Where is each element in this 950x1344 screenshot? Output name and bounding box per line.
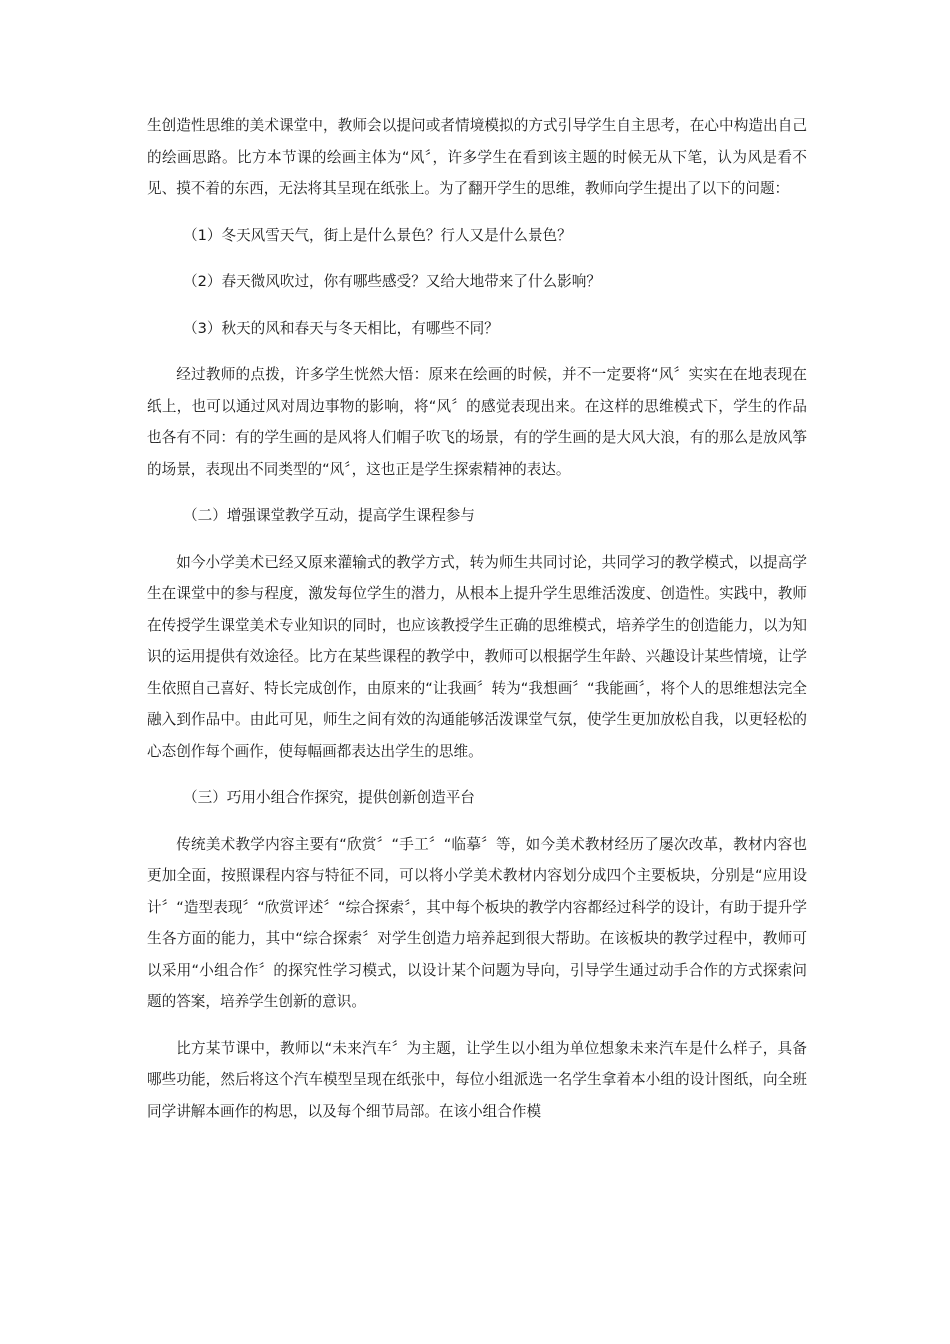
question-1: （1）冬天风雪天气，街上是什么景色？行人又是什么景色？ — [183, 226, 572, 244]
paragraph-group-cooperation: 传统美术教学内容主要有“欣赏〞“手工〞“临摹〞等，如今美术教材经历了屡次改革，教材内容也更加全面，按照课程内容与特征不同，可以将小学美术教材内容划分成四个主要板块，分别是“应用设计〞“造型表现〞“欣赏评述〞“综合探索〞，其中每个板块的教学内容都经过科学的设计，有助于提升学生各方面的能力，其中“综合探索〞对学生创造力培养起到很大帮助。在该板块的教学过程中，教师可以采用“小组合作〞的探究性学习模式，以设计某个问题为导向，引导学生通过动手合作的方式探索问题的答案，培养学生创新的意识。 — [147, 835, 807, 1010]
document-page — [147, 110, 807, 1142]
question-2: （2）春天微风吹过，你有哪些感受？又给大地带来了什么影响？ — [183, 273, 601, 290]
paragraph-teacher-guidance: 经过教师的点拨，许多学生恍然大悟：原来在绘画的时候，并不一定要将“风〞实实在在地表现在纸上，也可以通过风对周边事物的影响，将“风〞的感觉表现出来。在这样的思维模式下，学生的作品也各有不同：有的学生画的是风将人们帽子吹飞的场景，有的学生画的是大风大浪，有的那么是放风筝的场景，表现出不同类型的“风〞，这也正是学生探索精神的表达。 — [147, 366, 807, 478]
paragraph-future-car-example: 比方某节课中，教师以“未来汽车〞为主题，让学生以小组为单位想象未来汽车是什么样子，具备哪些功能，然后将这个汽车模型呈现在纸张中，每位小组派选一名学生拿着本小组的设计图纸，向全班同学讲解本画作的构思，以及每个细节局部。在该小组合作模 — [147, 1039, 807, 1120]
section-heading-2: （二）增强课堂教学互动，提高学生课程参与 — [183, 507, 475, 524]
question-3: （3）秋天的风和春天与冬天相比，有哪些不同？ — [183, 319, 499, 337]
paragraph-classroom-interaction: 如今小学美术已经又原来灌输式的教学方式，转为师生共同讨论，共同学习的教学模式，以提高学生在课堂中的参与程度，激发每位学生的潜力，从根本上提升学生思维活泼度、创造性。实践中，教师在传授学生课堂美术专业知识的同时，也应该教授学生正确的思维模式，培养学生的创造能力，以为知识的运用提供有效途径。比方在某些课程的教学中，教师可以根据学生年龄、兴趣设计某些情境，让学生依照自己喜好、特长完成创作，由原来的“让我画〞转为“我想画〞“我能画〞，将个人的思维想法完全融入到作品中。由此可见，师生之间有效的沟通能够活泼课堂气氛，使学生更加放松自我，以更轻松的心态创作每个画作，使每幅画都表达出学生的思维。 — [147, 553, 807, 760]
paragraph-intro-continuation: 生创造性思维的美术课堂中，教师会以提问或者情境模拟的方式引导学生自主思考，在心中构造出自己的绘画思路。比方本节课的绘画主体为“风〞，许多学生在看到该主题的时候无从下笔，认为风是看不见、摸不着的东西，无法将其呈现在纸张上。为了翻开学生的思维，教师向学生提出了以下的问题： — [147, 117, 807, 197]
section-heading-3: （三）巧用小组合作探究，提供创新创造平台 — [183, 789, 475, 806]
